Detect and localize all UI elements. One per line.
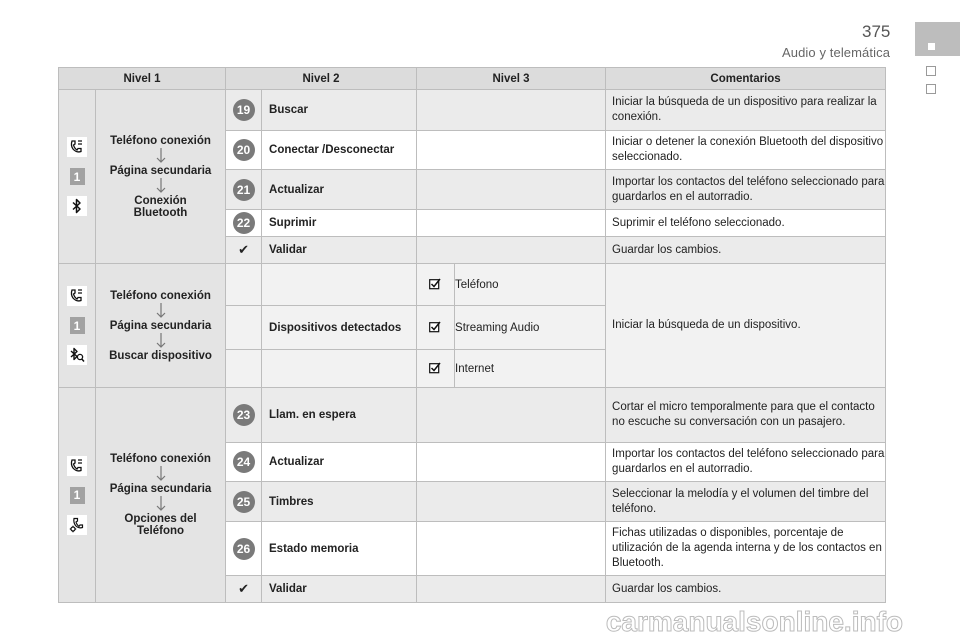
bluetooth-icon	[67, 196, 87, 216]
level1-icons-bluetooth	[59, 90, 96, 264]
option-connect-disconnect: Conectar /Desconectar	[262, 131, 417, 170]
settings-table	[58, 67, 886, 603]
option-delete: Suprimir	[262, 210, 417, 237]
checkbox-icon	[429, 278, 441, 290]
comment-update: Importar los contactos del teléfono seleccionado para guardarlos en el autorradio.	[606, 170, 886, 210]
chapter-tab	[915, 22, 960, 56]
number-badge-26: 26	[233, 538, 255, 560]
arrow-down-icon	[155, 332, 167, 350]
level1-path-phone-options	[96, 388, 226, 603]
number-badge-23: 23	[233, 404, 255, 426]
arrow-down-icon	[155, 147, 167, 165]
path-step-phone-connection: Teléfono conexión	[110, 289, 211, 302]
path-step-bluetooth-connection: Conexión Bluetooth	[133, 194, 188, 219]
level1-path-search	[96, 264, 226, 388]
option-detected-devices: Dispositivos detectados	[262, 306, 417, 350]
path-step-secondary-page: Página secundaria	[109, 164, 212, 177]
phone-icon	[67, 137, 87, 157]
option-validate-phone: Validar	[262, 576, 417, 603]
level-number-badge: 1	[70, 317, 85, 334]
table-row	[59, 388, 886, 443]
path-step-phone-connection: Teléfono conexión	[110, 134, 211, 147]
number-badge-24: 24	[233, 451, 255, 473]
page-number: 375	[862, 22, 891, 41]
arrow-down-icon	[155, 177, 167, 195]
check-icon: ✔	[226, 576, 262, 603]
option-validate: Validar	[262, 237, 417, 264]
comment-memory-status: Fichas utilizadas o disponibles, porcentaje de utilización de la agenda interna y de los contactos en Bluetooth.	[606, 522, 886, 576]
arrow-down-icon	[155, 495, 167, 513]
option-update-contacts: Actualizar	[262, 443, 417, 482]
check-icon: ✔	[226, 237, 262, 264]
chapter-box-1	[926, 66, 936, 76]
checkbox-icon	[429, 321, 441, 333]
number-badge-19: 19	[233, 99, 255, 121]
option-streaming-audio: Streaming Audio	[455, 306, 606, 350]
watermark-text: carmanualsonline.info	[605, 606, 903, 637]
path-step-secondary-page: Página secundaria	[109, 483, 212, 495]
comment-call-waiting: Cortar el micro temporalmente para que el contacto no escuche su conversación con un pasajero.	[606, 388, 886, 443]
table-row	[59, 90, 886, 131]
table-row	[59, 264, 886, 306]
number-badge-22: 22	[233, 212, 255, 234]
phone-icon	[67, 286, 87, 306]
header-comments: Comentarios	[606, 68, 886, 90]
bluetooth-search-icon	[67, 345, 87, 365]
number-badge-21: 21	[233, 179, 255, 201]
comment-validate-phone: Guardar los cambios.	[606, 576, 886, 603]
phone-settings-icon	[67, 515, 87, 535]
level1-path-bluetooth	[96, 90, 226, 264]
header-level3: Nivel 3	[417, 68, 606, 90]
arrow-down-icon	[155, 465, 167, 483]
comment-search: Iniciar la búsqueda de un dispositivo para realizar la conexión.	[606, 90, 886, 131]
header-level1: Nivel 1	[59, 68, 226, 90]
option-call-waiting: Llam. en espera	[262, 388, 417, 443]
path-step-phone-options: Opciones del Teléfono	[124, 513, 197, 537]
arrow-down-icon	[155, 302, 167, 320]
path-step-secondary-page: Página secundaria	[109, 319, 212, 332]
level-number-badge: 1	[70, 487, 85, 504]
option-internet: Internet	[455, 350, 606, 388]
section-title: Audio y telemática	[782, 45, 891, 60]
header-level2: Nivel 2	[226, 68, 417, 90]
comment-validate: Guardar los cambios.	[606, 237, 886, 264]
number-badge-25: 25	[233, 491, 255, 513]
option-update: Actualizar	[262, 170, 417, 210]
checkbox-icon	[429, 362, 441, 374]
chapter-tab-marker	[928, 43, 935, 50]
option-memory-status: Estado memoria	[262, 522, 417, 576]
level1-icons-search	[59, 264, 96, 388]
option-search: Buscar	[262, 90, 417, 131]
comment-update-contacts: Importar los contactos del teléfono seleccionado para guardarlos en el autorradio.	[606, 443, 886, 482]
comment-search-device: Iniciar la búsqueda de un dispositivo.	[606, 264, 886, 388]
phone-icon	[67, 456, 87, 476]
level-number-badge: 1	[70, 168, 85, 185]
chapter-box-2	[926, 84, 936, 94]
table-header-row	[59, 68, 886, 90]
number-badge-20: 20	[233, 139, 255, 161]
option-phone: Teléfono	[455, 264, 606, 306]
path-step-phone-connection: Teléfono conexión	[110, 453, 211, 465]
comment-ringtones: Seleccionar la melodía y el volumen del timbre del teléfono.	[606, 482, 886, 522]
comment-connect-disconnect: Iniciar o detener la conexión Bluetooth del dispositivo seleccionado.	[606, 131, 886, 170]
level1-icons-phone-options	[59, 388, 96, 603]
comment-delete: Suprimir el teléfono seleccionado.	[606, 210, 886, 237]
option-ringtones: Timbres	[262, 482, 417, 522]
path-step-search-device: Buscar dispositivo	[109, 349, 212, 362]
